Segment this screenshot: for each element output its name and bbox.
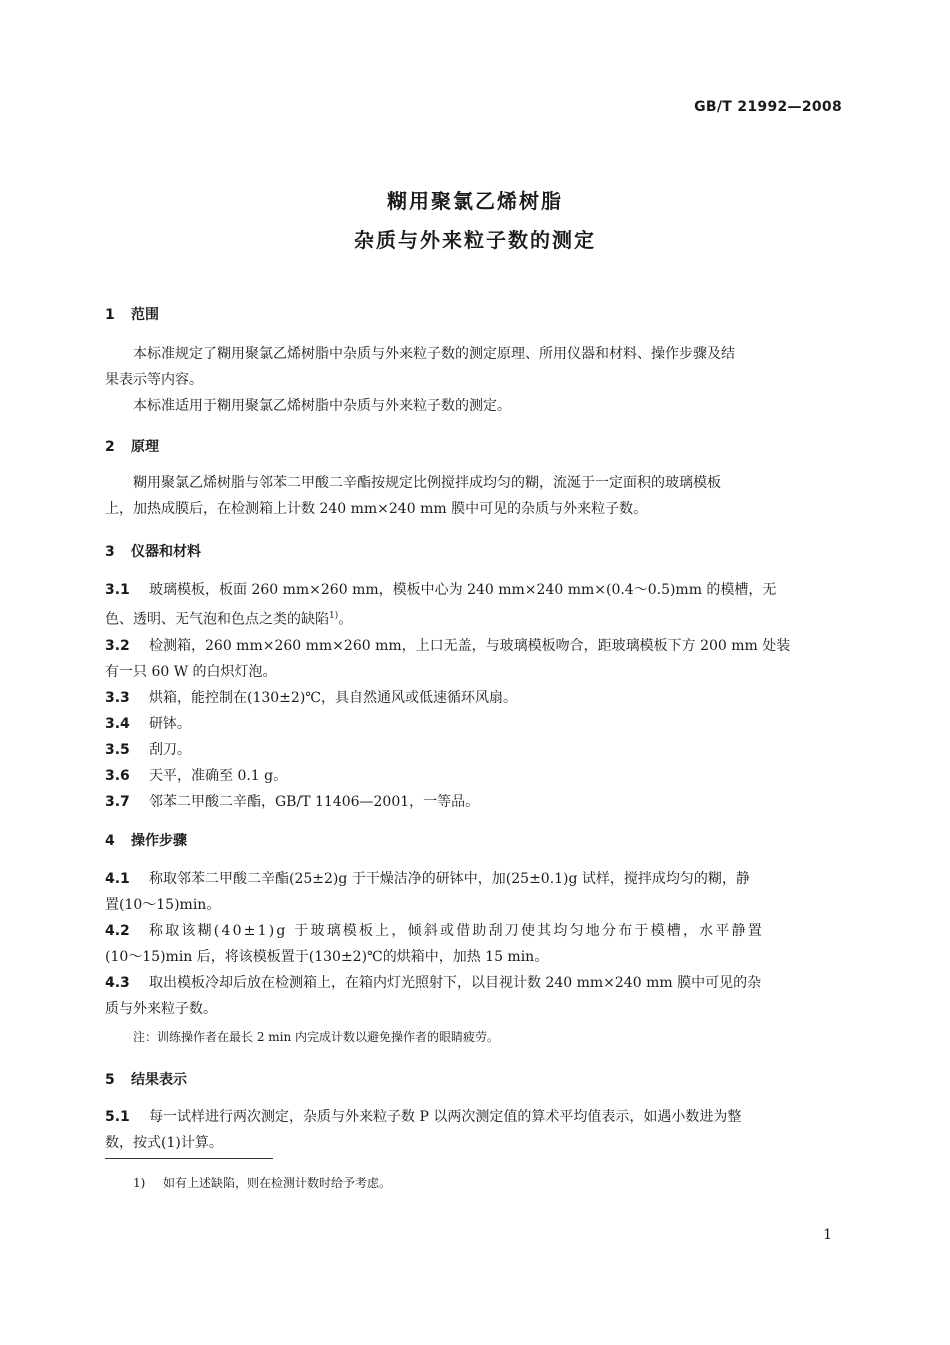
clause-number: 3.2: [105, 637, 130, 654]
section-1-heading: [105, 304, 159, 324]
clause-text: 天平，准确至 0.1 g。: [149, 767, 288, 784]
clause-text-end: 。: [338, 611, 353, 628]
clause-text: 称取邻苯二甲酸二辛酯(25±2)g 于干燥洁净的研钵中，加(25±0.1)g 试样，搅拌成均匀的糊，静: [149, 871, 750, 887]
section-title: 原理: [131, 439, 159, 455]
clause-3-5: [105, 737, 845, 763]
clause-3-4: [105, 711, 845, 737]
clause-number: 3.6: [105, 767, 130, 784]
clause-3-1-cont: [105, 603, 845, 633]
clause-4-3: [105, 970, 845, 996]
clause-number: 3.7: [105, 793, 130, 810]
clause-number: 3.4: [105, 715, 130, 732]
clause-text: 称取该糊(40±1)g 于玻璃模板上，倾斜或借助刮刀使其均匀地分布于模槽，水平静置: [149, 923, 764, 939]
section-3-body: [105, 577, 845, 815]
footnote-ref: 1): [329, 611, 339, 621]
clause-3-3: [105, 685, 845, 711]
clause-text: 研钵。: [149, 715, 191, 732]
clause-text: 色、透明、无气泡和色点之类的缺陷: [105, 611, 329, 628]
clause-text: 烘箱，能控制在(130±2)℃，具自然通风或低速循环风扇。: [149, 689, 517, 706]
clause-text: 邻苯二甲酸二辛酯，GB/T 11406—2001，一等品。: [149, 793, 480, 810]
section-title: 范围: [131, 307, 159, 323]
section-5-body: [105, 1104, 845, 1156]
section-number: 1: [105, 307, 115, 323]
footnote-divider: [105, 1158, 273, 1159]
paragraph-line: 上，加热成膜后，在检测箱上计数 240 mm×240 mm 膜中可见的杂质与外来粒子数。: [105, 501, 648, 517]
clause-4-3-cont: 质与外来粒子数。: [105, 1001, 217, 1017]
footnote-text: 如有上述缺陷，则在检测计数时给予考虑。: [163, 1176, 392, 1190]
page-number: 1: [823, 1227, 832, 1243]
note: 注：训练操作者在最长 2 min 内完成计数以避免操作者的眼睛疲劳。: [133, 1030, 500, 1044]
paragraph-line: 本标准规定了糊用聚氯乙烯树脂中杂质与外来粒子数的测定原理、所用仪器和材料、操作步骤及结: [133, 346, 735, 362]
paragraph-line: 本标准适用于糊用聚氯乙烯树脂中杂质与外来粒子数的测定。: [133, 398, 511, 414]
clause-5-1-cont: 数，按式(1)计算。: [105, 1135, 223, 1151]
section-1-body: [105, 341, 845, 419]
clause-4-2: [105, 918, 845, 944]
section-number: 3: [105, 544, 115, 560]
section-4-body: [105, 866, 845, 1022]
clause-3-2: [105, 633, 845, 659]
clause-4-1-cont: 置(10～15)min。: [105, 897, 221, 913]
clause-4-2-cont: (10～15)min 后，将该模板置于(130±2)℃的烘箱中，加热 15 min。: [105, 949, 549, 965]
clause-3-7: [105, 789, 845, 815]
section-2-heading: [105, 436, 159, 456]
clause-number: 3.1: [105, 582, 130, 598]
clause-number: 4.2: [105, 923, 130, 939]
footnote: [133, 1174, 391, 1191]
section-5-heading: [105, 1069, 187, 1089]
clause-4-1: [105, 866, 845, 892]
section-4-heading: [105, 830, 187, 850]
clause-text: 检测箱，260 mm×260 mm×260 mm，上口无盖，与玻璃模板吻合，距玻璃模板下方 200 mm 处装: [149, 637, 791, 654]
clause-3-1: [105, 577, 845, 603]
clause-3-6: [105, 763, 845, 789]
clause-text: 刮刀。: [149, 741, 191, 758]
clause-number: 4.1: [105, 871, 130, 887]
standard-number: GB/T 21992—2008: [694, 99, 842, 115]
clause-text: 玻璃模板，板面 260 mm×260 mm，模板中心为 240 mm×240 mm×(0.4～0.5)mm 的模槽，无: [149, 582, 777, 598]
clause-text: 每一试样进行两次测定，杂质与外来粒子数 P 以两次测定值的算术平均值表示，如遇小数进为整: [149, 1109, 742, 1125]
clause-text: 取出模板冷却后放在检测箱上，在箱内灯光照射下，以目视计数 240 mm×240 mm 膜中可见的杂: [149, 975, 762, 991]
clause-number: 3.5: [105, 741, 130, 758]
paragraph-line: 果表示等内容。: [105, 372, 203, 388]
footnote-mark: 1): [133, 1176, 146, 1190]
section-title: 操作步骤: [131, 833, 187, 849]
section-title: 仪器和材料: [131, 544, 201, 560]
section-number: 2: [105, 439, 115, 455]
clause-5-1: [105, 1104, 845, 1130]
document-title-line2: 杂质与外来粒子数的测定: [354, 228, 596, 252]
section-number: 5: [105, 1072, 115, 1088]
section-title: 结果表示: [131, 1072, 187, 1088]
clause-number: 3.3: [105, 689, 130, 706]
clause-number: 4.3: [105, 975, 130, 991]
document-title-line1: 糊用聚氯乙烯树脂: [387, 189, 563, 213]
paragraph-line: 糊用聚氯乙烯树脂与邻苯二甲酸二辛酯按规定比例搅拌成均匀的糊，流涎于一定面积的玻璃模板: [133, 475, 721, 491]
section-2-body: [105, 470, 845, 522]
clause-number: 5.1: [105, 1109, 130, 1125]
section-number: 4: [105, 833, 115, 849]
clause-3-2-cont: 有一只 60 W 的白炽灯泡。: [105, 663, 277, 680]
section-3-heading: [105, 541, 201, 561]
